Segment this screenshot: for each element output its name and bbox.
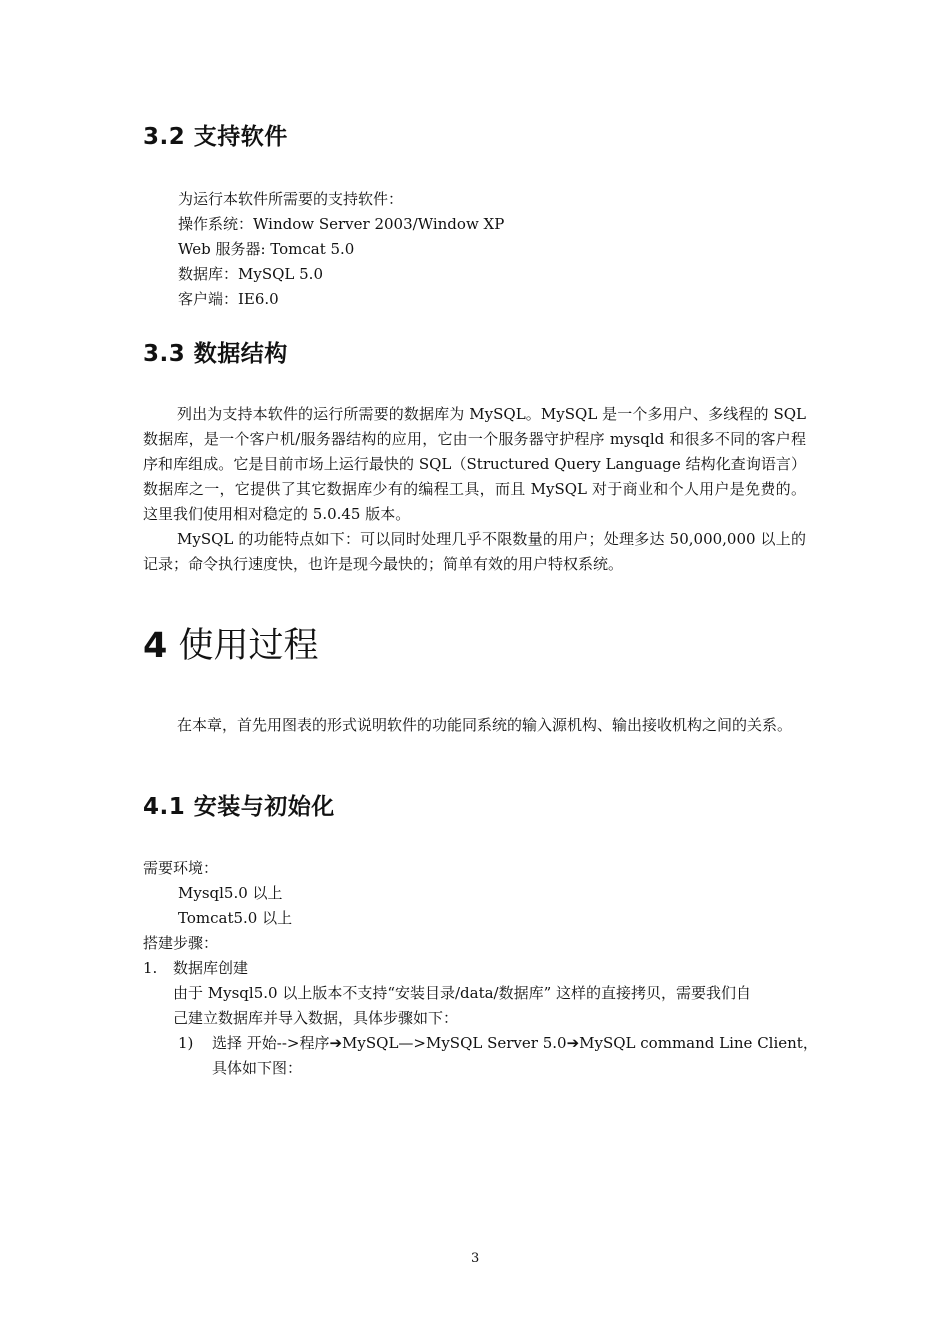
step-1-desc-line-2: 己建立数据库并导入数据，具体步骤如下： (173, 1009, 459, 1027)
section-heading-3-3 (143, 335, 288, 368)
section-title: 安装与初始化 (193, 794, 335, 820)
section-number: 3.2 (143, 124, 186, 150)
page-number: 3 (471, 1251, 480, 1266)
chapter-4-intro: 在本章，首先用图表的形式说明软件的功能同系统的输入源机构、输出接收机构之间的关系。 (177, 716, 793, 734)
env-item-tomcat: Tomcat5.0 以上 (178, 909, 293, 927)
support-intro-line: 为运行本软件所需要的支持软件： (178, 190, 404, 208)
chapter-number: 4 (143, 626, 168, 666)
support-os-line: 操作系统：Window Server 2003/Window XP (178, 215, 505, 233)
chapter-title: 使用过程 (178, 626, 319, 666)
data-structure-paragraph-2: MySQL 的功能特点如下：可以同时处理几乎不限数量的用户；处理多达 50,000,000 以上的记录；命令执行速度快，也许是现今最快的；简单有效的用户特权系统。 (143, 530, 806, 573)
chapter-heading-4 (143, 618, 319, 668)
section-title: 数据结构 (193, 341, 288, 367)
section-title: 支持软件 (193, 124, 288, 150)
step-1-title: 数据库创建 (173, 959, 249, 977)
substep-1-line-1: 选择 开始-->程序➔MySQL—>MySQL Server 5.0➔MySQL command Line Client， (212, 1034, 818, 1052)
substep-1-line-2: 具体如下图： (212, 1059, 303, 1077)
substep-1-number: 1) (178, 1034, 194, 1052)
steps-label: 搭建步骤： (143, 934, 219, 952)
step-1-desc-line-1: 由于 Mysql5.0 以上版本不支持“安装目录/data/数据库” 这样的直接拷贝，需要我们自 (173, 984, 752, 1002)
support-database-line: 数据库：MySQL 5.0 (178, 265, 323, 283)
env-label: 需要环境： (143, 859, 219, 877)
support-web-server-line: Web 服务器: Tomcat 5.0 (178, 240, 355, 258)
section-heading-3-2 (143, 118, 288, 151)
section-number: 4.1 (143, 794, 186, 820)
section-number: 3.3 (143, 341, 186, 367)
data-structure-paragraph-1: 列出为支持本软件的运行所需要的数据库为 MySQL。MySQL 是一个多用户、多线程的 SQL 数据库，是一个客户机/服务器结构的应用，它由一个服务器守护程序 mysqld 和很多不同的客户程序和库组成。它是目前市场上运行最快的 SQL（Structured Query Language 结构化查询语言）数据库之一，它提供了其它数据库少有的编程工具，而且 MySQL 对于商业和个人用户是免费的。这里我们使用相对稳定的 5.0.45 版本。 (143, 405, 806, 523)
env-item-mysql: Mysql5.0 以上 (178, 884, 283, 902)
support-client-line: 客户端：IE6.0 (178, 290, 279, 308)
step-1-number: 1. (143, 959, 158, 977)
section-heading-4-1 (143, 788, 335, 821)
